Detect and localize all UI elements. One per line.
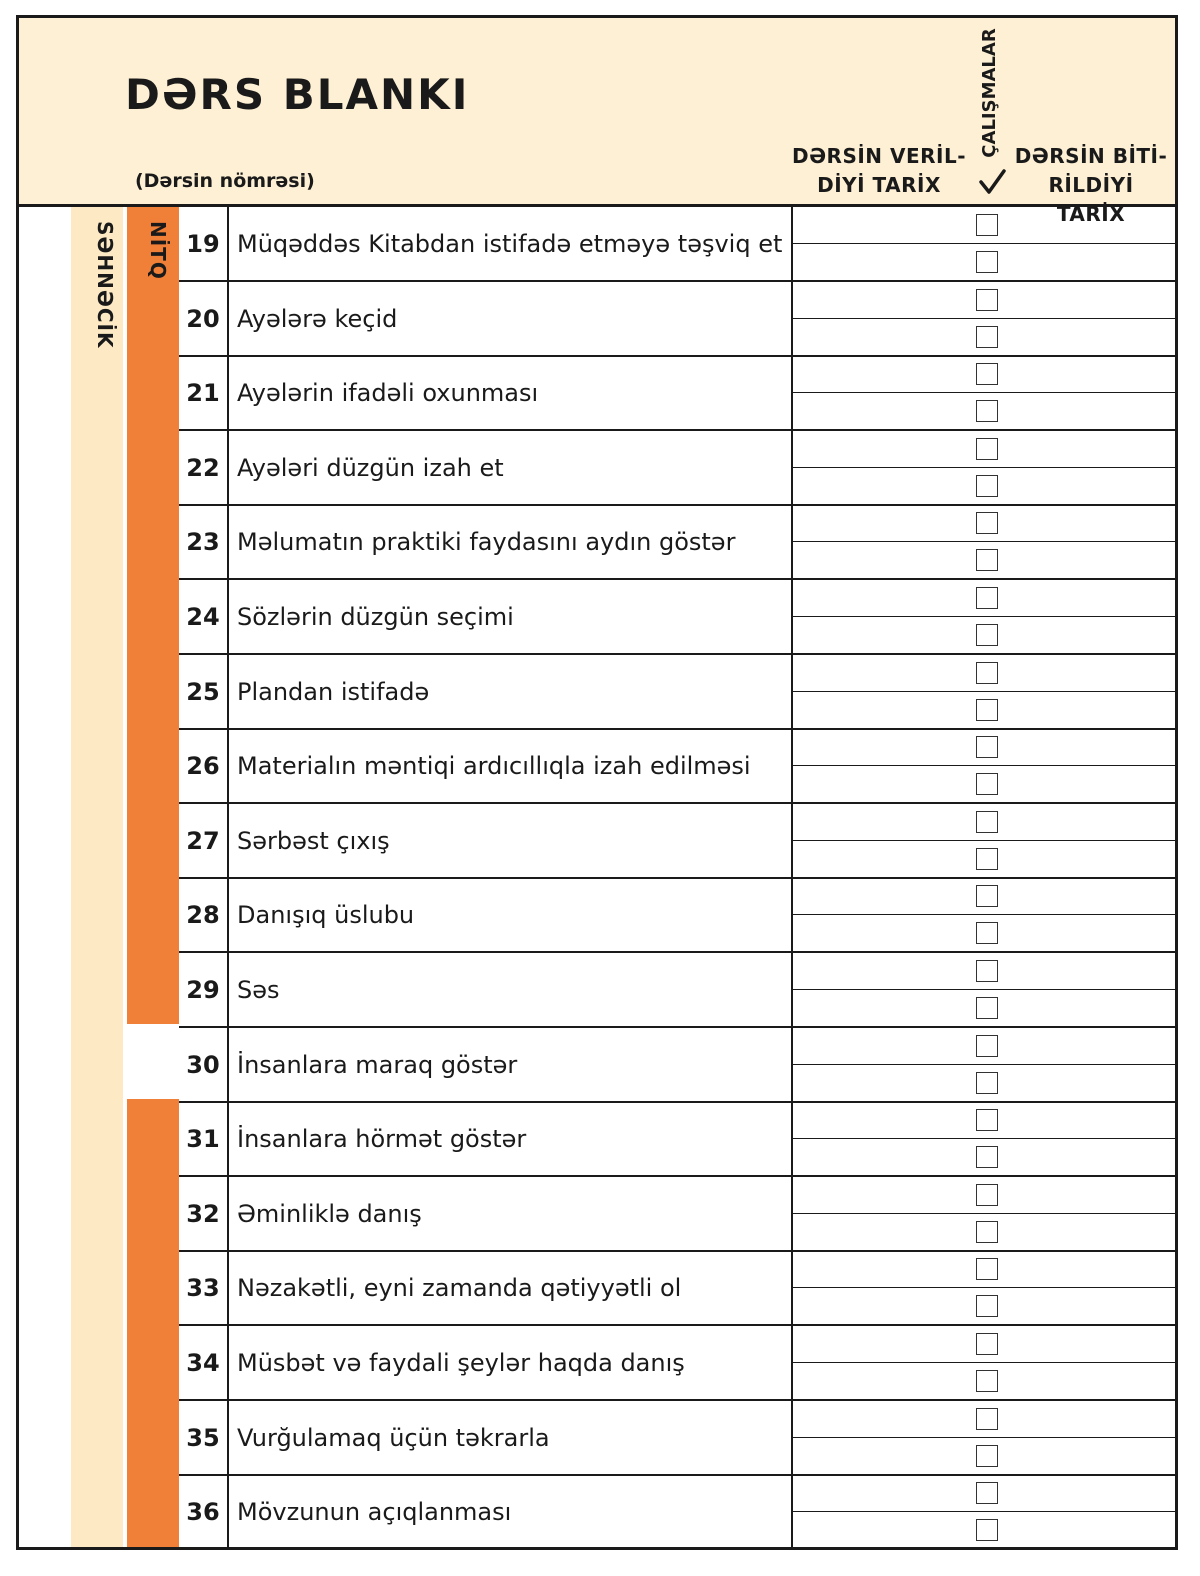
exercise-checkbox[interactable] [976, 587, 998, 609]
column-divider [791, 878, 793, 952]
column-divider [791, 1028, 793, 1102]
exercise-checkbox[interactable] [976, 363, 998, 385]
row-midline [791, 392, 1175, 393]
table-row [179, 1102, 1175, 1176]
exercise-checkbox[interactable] [976, 512, 998, 534]
lesson-number: 27 [186, 826, 220, 855]
row-midline [791, 1362, 1175, 1363]
column-divider [227, 1251, 229, 1325]
exercise-checkbox[interactable] [976, 438, 998, 460]
row-midline [791, 989, 1175, 990]
lesson-number-caption: (Dərsin nömrəsi) [135, 170, 315, 192]
exercise-checkbox[interactable] [976, 848, 998, 870]
column-divider [791, 282, 793, 356]
given-date-column-header: DƏRSİN VERİL- DİYİ TARİX [791, 144, 967, 197]
column-divider [791, 1177, 793, 1251]
lesson-number: 20 [186, 304, 220, 333]
lesson-number: 26 [186, 752, 220, 781]
exercise-checkbox[interactable] [976, 1408, 998, 1430]
row-midline [791, 616, 1175, 617]
lesson-title: Nəzakətli, eyni zamanda qətiyyətli ol [237, 1274, 682, 1303]
section-band-inner-lower [127, 1099, 179, 1550]
table-row [179, 282, 1175, 356]
column-divider [791, 207, 793, 281]
column-divider [227, 282, 229, 356]
exercise-checkbox[interactable] [976, 1109, 998, 1131]
lesson-title: Ayələrin ifadəli oxunması [237, 379, 539, 408]
lesson-title: Sözlərin düzgün seçimi [237, 603, 514, 631]
column-divider [791, 505, 793, 579]
column-divider [227, 804, 229, 878]
table-row [179, 878, 1175, 952]
table-row [179, 1401, 1175, 1475]
lesson-number: 29 [186, 976, 220, 1004]
lesson-title: İnsanlara hörmət göstər [237, 1125, 527, 1154]
exercise-checkbox[interactable] [976, 811, 998, 833]
exercise-checkbox[interactable] [976, 400, 998, 422]
exercise-checkbox[interactable] [976, 736, 998, 758]
exercise-checkbox[interactable] [976, 326, 998, 348]
column-divider [227, 207, 229, 281]
lesson-number: 32 [186, 1199, 220, 1228]
lesson-form [16, 15, 1178, 1550]
page-title: DƏRS BLANKI [125, 70, 470, 119]
column-divider [227, 505, 229, 579]
lesson-title: Danışıq üslubu [237, 901, 415, 930]
exercise-checkbox[interactable] [976, 1258, 998, 1280]
lesson-number: 31 [186, 1125, 220, 1154]
exercise-checkbox[interactable] [976, 1184, 998, 1206]
exercise-checkbox[interactable] [976, 662, 998, 684]
table-row [179, 580, 1175, 654]
row-midline [791, 243, 1175, 244]
table-row [179, 1475, 1175, 1549]
column-divider [791, 1102, 793, 1176]
column-divider [791, 1401, 793, 1475]
exercise-checkbox[interactable] [976, 214, 998, 236]
table-row [179, 1251, 1175, 1325]
table-row [179, 804, 1175, 878]
lesson-title: Ayələrə keçid [237, 304, 398, 333]
lesson-number: 28 [186, 901, 220, 930]
exercise-checkbox[interactable] [976, 1035, 998, 1057]
table-row [179, 729, 1175, 803]
row-midline [791, 765, 1175, 766]
column-divider [227, 655, 229, 729]
exercise-checkbox[interactable] [976, 475, 998, 497]
lesson-title: Ayələri düzgün izah et [237, 453, 504, 482]
lesson-number: 23 [186, 528, 220, 557]
table-row [179, 953, 1175, 1027]
row-midline [791, 914, 1175, 915]
table-row [179, 1177, 1175, 1251]
section-band-outer [71, 207, 123, 1550]
row-midline [791, 541, 1175, 542]
lesson-number: 19 [186, 230, 220, 258]
row-midline [791, 840, 1175, 841]
exercise-checkbox[interactable] [976, 960, 998, 982]
exercise-checkbox[interactable] [976, 1295, 998, 1317]
exercise-checkbox[interactable] [976, 549, 998, 571]
table-row [179, 431, 1175, 505]
lesson-title: İnsanlara maraq göstər [237, 1050, 518, 1079]
finished-date-column-header: DƏRSİN BİTİ- RİLDİYİ TARİX [1014, 144, 1168, 226]
table-row [179, 655, 1175, 729]
exercise-checkbox[interactable] [976, 251, 998, 273]
column-divider [227, 878, 229, 952]
exercise-checkbox[interactable] [976, 624, 998, 646]
exercise-checkbox[interactable] [976, 1333, 998, 1355]
exercise-checkbox[interactable] [976, 885, 998, 907]
lesson-title: Mövzunun açıqlanması [237, 1498, 512, 1527]
column-divider [227, 431, 229, 505]
row-midline [791, 467, 1175, 468]
lesson-number: 21 [186, 379, 220, 408]
exercise-checkbox[interactable] [976, 997, 998, 1019]
section-band-inner [127, 207, 179, 1024]
column-divider [227, 356, 229, 430]
column-divider [791, 1251, 793, 1325]
lesson-number: 34 [186, 1349, 220, 1377]
column-divider [227, 1401, 229, 1475]
lesson-table [19, 207, 1175, 1550]
column-divider [791, 580, 793, 654]
exercise-checkbox[interactable] [976, 1445, 998, 1467]
lesson-number: 33 [186, 1274, 220, 1303]
table-row [179, 505, 1175, 579]
column-divider [227, 953, 229, 1027]
column-divider [791, 655, 793, 729]
column-divider [227, 1326, 229, 1400]
section-label-outer: SƏHNƏCİK [93, 221, 117, 349]
exercise-checkbox[interactable] [976, 1482, 998, 1504]
table-row [179, 356, 1175, 430]
exercises-column-header: ÇALIŞMALAR [979, 28, 1000, 158]
exercise-checkbox[interactable] [976, 1370, 998, 1392]
section-label-inner: NİTQ [146, 221, 170, 280]
row-midline [791, 1138, 1175, 1139]
table-row [179, 1028, 1175, 1102]
row-midline [791, 1511, 1175, 1512]
row-midline [791, 691, 1175, 692]
column-divider [227, 580, 229, 654]
lesson-title: Müsbət və faydali şeylər haqda danış [237, 1349, 685, 1377]
exercise-checkbox[interactable] [976, 289, 998, 311]
exercise-checkbox[interactable] [976, 1519, 998, 1541]
column-divider [227, 729, 229, 803]
row-midline [791, 1213, 1175, 1214]
column-divider [791, 1326, 793, 1400]
lesson-title: Sərbəst çıxış [237, 826, 390, 855]
lesson-number: 22 [186, 453, 220, 482]
lesson-title: Vurğulamaq üçün təkrarla [237, 1423, 550, 1452]
column-divider [227, 1028, 229, 1102]
column-divider [227, 1475, 229, 1549]
row-midline [791, 318, 1175, 319]
lesson-title: Plandan istifadə [237, 677, 430, 706]
row-midline [791, 1287, 1175, 1288]
lesson-number: 24 [186, 603, 220, 631]
lesson-number: 30 [186, 1050, 220, 1079]
lesson-number: 36 [186, 1498, 220, 1527]
lesson-title: Materialın məntiqi ardıcıllıqla izah edilməsi [237, 752, 751, 781]
lesson-title: Məlumatın praktiki faydasını aydın göstər [237, 528, 736, 557]
column-divider [791, 431, 793, 505]
column-divider [227, 1177, 229, 1251]
table-row [179, 1326, 1175, 1400]
exercise-checkbox[interactable] [976, 773, 998, 795]
exercise-checkbox[interactable] [976, 1072, 998, 1094]
exercise-checkbox[interactable] [976, 699, 998, 721]
row-midline [791, 1437, 1175, 1438]
table-row [179, 207, 1175, 281]
lesson-title: Müqəddəs Kitabdan istifadə etməyə təşviq et [237, 230, 783, 258]
lesson-title: Əminliklə danış [237, 1199, 422, 1228]
exercise-checkbox[interactable] [976, 922, 998, 944]
lesson-number: 35 [186, 1423, 220, 1452]
lesson-title: Səs [237, 976, 280, 1004]
column-divider [791, 356, 793, 430]
column-divider [791, 1475, 793, 1549]
column-divider [791, 729, 793, 803]
checkmark-icon [975, 164, 1009, 198]
column-divider [227, 1102, 229, 1176]
exercise-checkbox[interactable] [976, 1146, 998, 1168]
exercise-checkbox[interactable] [976, 1221, 998, 1243]
form-header [19, 18, 1175, 226]
row-midline [791, 1064, 1175, 1065]
column-divider [791, 804, 793, 878]
column-divider [791, 953, 793, 1027]
lesson-number: 25 [186, 677, 220, 706]
